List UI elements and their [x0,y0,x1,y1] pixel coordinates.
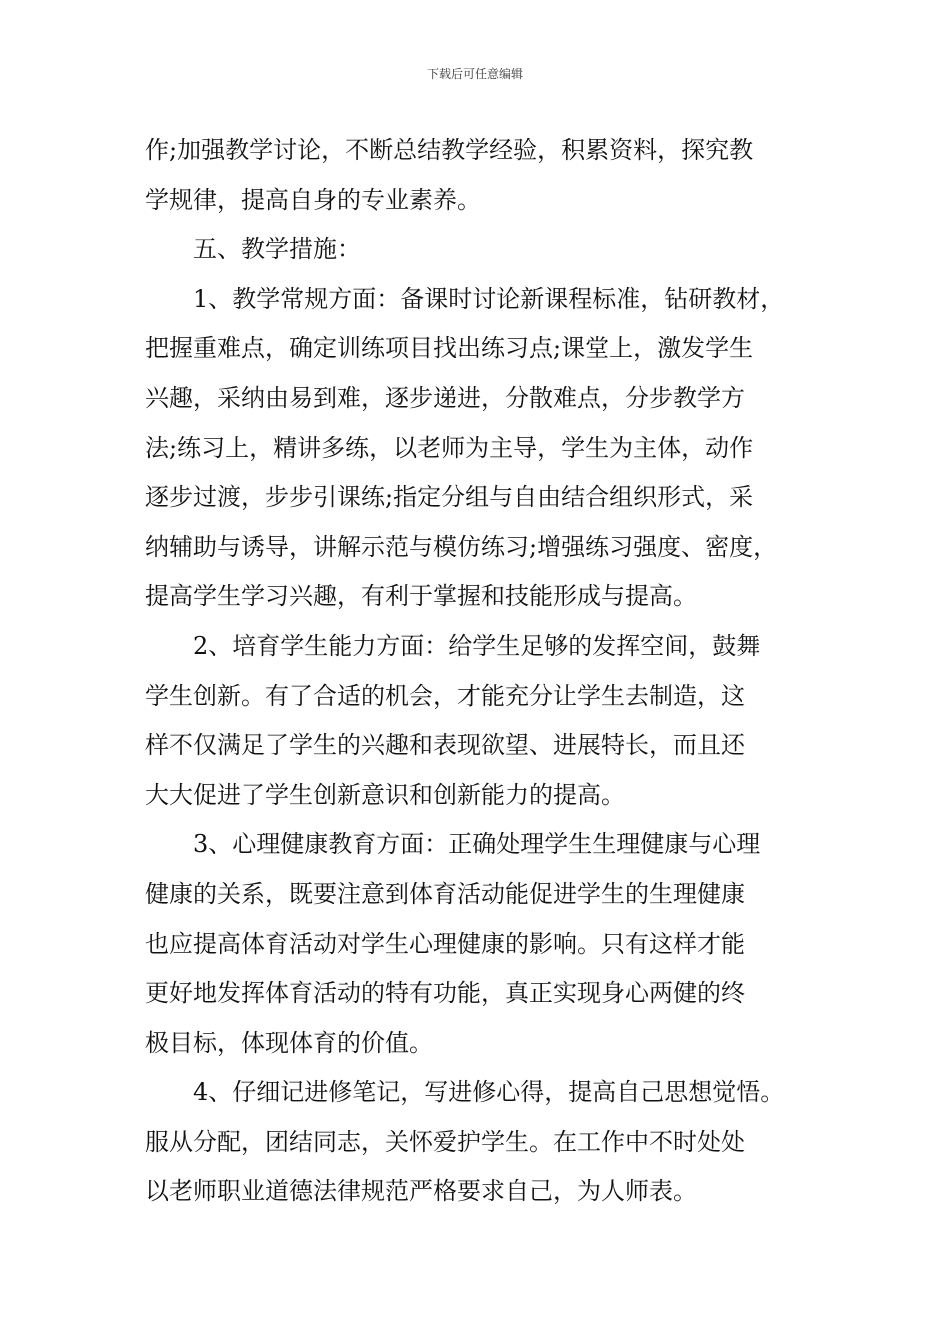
text-line: 提高学生学习兴趣，有利于掌握和技能形成与提高。 [145,582,697,611]
page-header: 下载后可任意编辑 [426,67,523,81]
text-line: 1、教学常规方面：备课时讨论新课程标准，钻研教材， [193,284,785,313]
text-line: 也应提高体育活动对学生心理健康的影响。只有这样才能 [145,929,745,958]
text-line: 4、仔细记进修笔记，写进修心得，提高自己思想觉悟。 [193,1078,785,1107]
text-line: 兴趣，采纳由易到难，逐步递进，分散难点，分步教学方 [145,383,745,412]
text-line: 法;练习上，精讲多练，以老师为主导，学生为主体，动作 [145,433,754,462]
text-line: 纳辅助与诱导，讲解示范与模仿练习;增强练习强度、密度， [145,532,778,561]
text-line: 学规律，提高自身的专业素养。 [145,185,481,214]
text-line: 逐步过渡，步步引课练;指定分组与自由结合组织形式，采 [145,483,754,512]
document-body [145,126,825,1217]
text-line: 更好地发挥体育活动的特有功能，真正实现身心两健的终 [145,979,745,1008]
text-line: 健康的关系，既要注意到体育活动能促进学生的生理健康 [145,879,745,908]
text-line: 作;加强教学讨论，不断总结教学经验，积累资料，探究教 [145,136,754,164]
text-line: 把握重难点，确定训练项目找出练习点;课堂上，激发学生 [145,334,754,363]
text-line: 学生创新。有了合适的机会，才能充分让学生去制造，这 [145,681,745,710]
text-line: 2、培育学生能力方面：给学生足够的发挥空间，鼓舞 [193,631,761,660]
text-line: 服从分配，团结同志，关怀爱护学生。在工作中不时处处 [145,1127,745,1156]
text-line: 以老师职业道德法律规范严格要求自己，为人师表。 [145,1177,697,1206]
section-heading: 五、教学措施： [193,235,361,264]
text-line: 大大促进了学生创新意识和创新能力的提高。 [145,780,625,809]
text-line: 样不仅满足了学生的兴趣和表现欲望、进展特长，而且还 [145,731,745,760]
text-line: 3、心理健康教育方面：正确处理学生生理健康与心理 [193,830,761,859]
text-line: 极目标，体现体育的价值。 [145,1028,433,1057]
